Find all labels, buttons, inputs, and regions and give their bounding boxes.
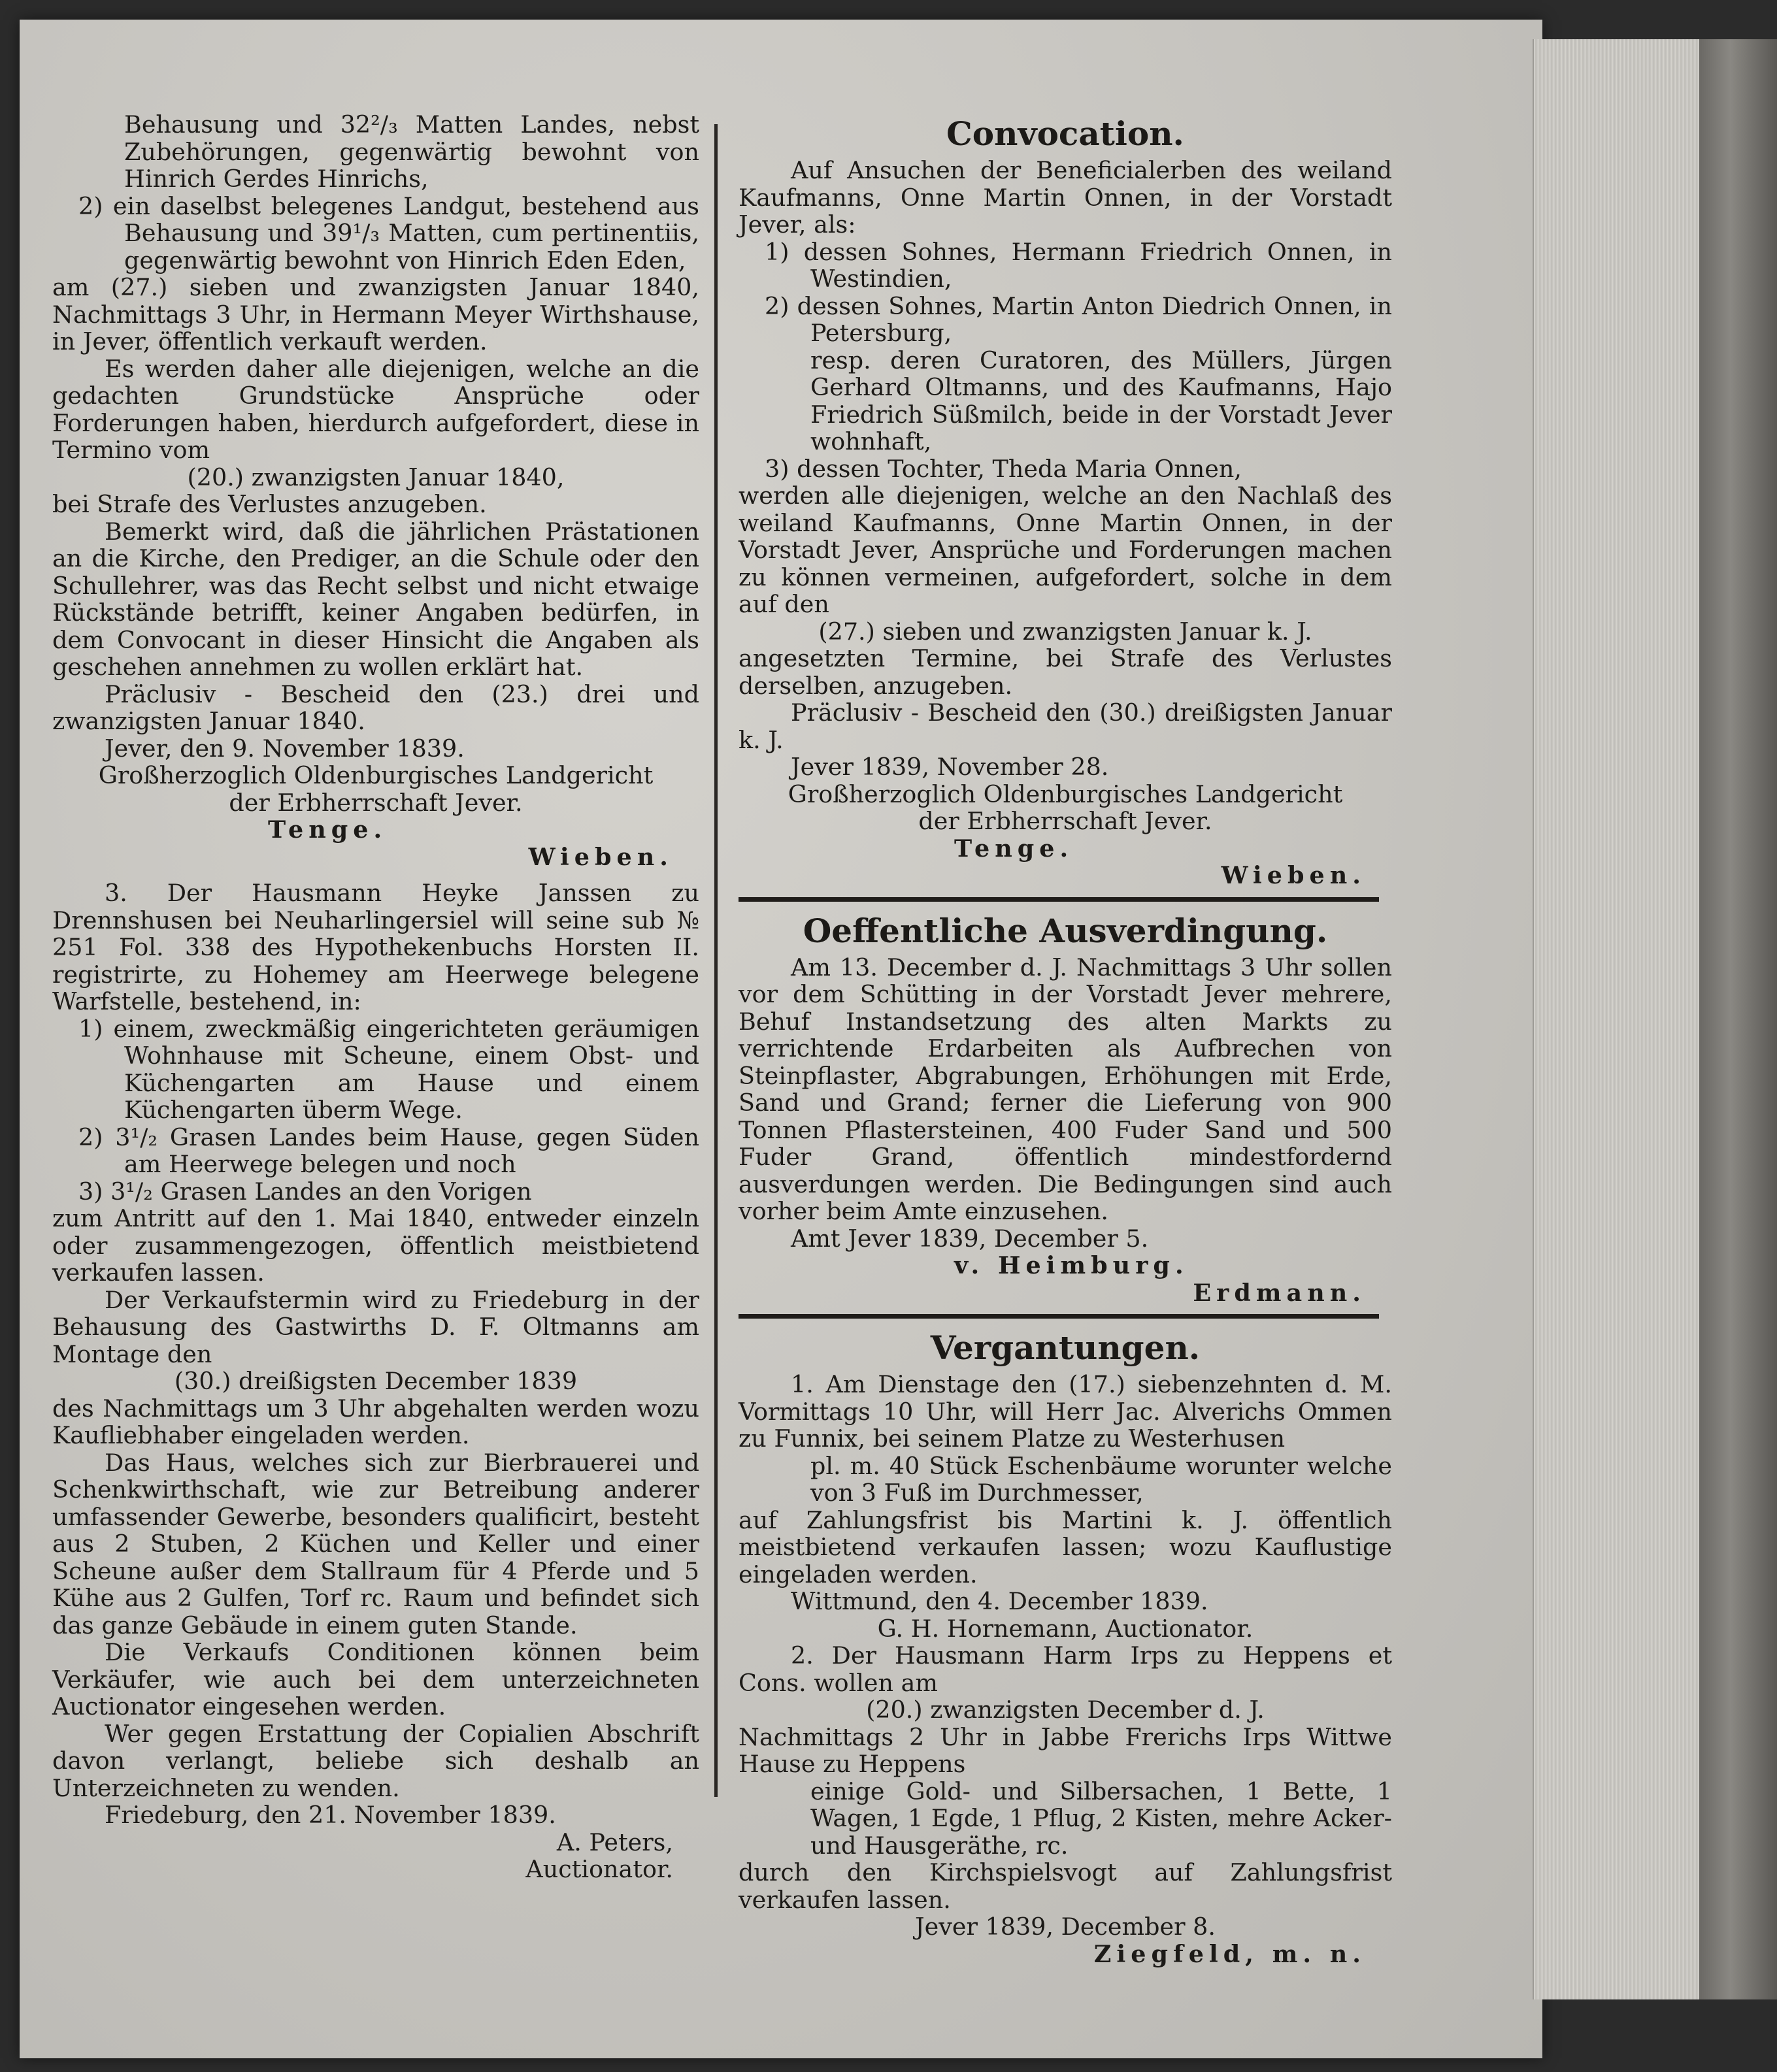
paragraph: Es werden daher alle diejenigen, welche an die gedachten Grundstücke Ansprüche oder Forderungen haben, hierdurch aufgefordert, diese in Termino vom xyxy=(52,354,699,464)
paragraph: werden alle diejenigen, welche an den Nachlaß des weiland Kaufmanns, Onne Martin Onnen, in der Vorstadt Jever, Ansprüche und Forderungen machen zu können vermeinen, aufgefordert, solche in dem auf den xyxy=(739,482,1392,618)
paragraph: 3) dessen Tochter, Theda Maria Onnen, xyxy=(765,454,1242,483)
spacer xyxy=(52,870,699,880)
paragraph: der Erbherrschaft Jever. xyxy=(918,807,1212,835)
paragraph: Amt Jever 1839, December 5. xyxy=(791,1224,1149,1253)
signature-line: Auctionator. xyxy=(525,1855,673,1883)
paragraph: bei Strafe des Verlustes anzugeben. xyxy=(52,490,487,518)
paragraph: Nachmittags 2 Uhr in Jabbe Frerichs Irps Wittwe Hause zu Heppens xyxy=(739,1722,1392,1778)
paragraph: Präclusiv - Bescheid den (30.) dreißigsten Januar k. J. xyxy=(739,699,1392,754)
paragraph: Auf Ansuchen der Beneficialerben des weiland Kaufmanns, Onne Martin Onnen, in der Vorstadt Jever, als: xyxy=(739,156,1392,238)
paragraph: 2) dessen Sohnes, Martin Anton Diedrich Onnen, in Petersburg, xyxy=(765,291,1392,347)
paragraph: resp. deren Curatoren, des Müllers, Jürgen Gerhard Oltmanns, und des Kaufmanns, Hajo Friedrich Süßmilch, beide in der Vorstadt Jever wohnhaft, xyxy=(810,346,1392,455)
paragraph: der Erbherrschaft Jever. xyxy=(229,788,523,817)
paragraph: Bemerkt wird, daß die jährlichen Prästationen an die Kirche, den Prediger, an die Schule oder den Schullehrer, was das Recht selbst und nicht etwaige Rückstände betrifft, keiner Angaben bedürfen, in dem Convocant in dieser Hinsicht die Angaben als geschehen annehmen zu wollen erklärt hat. xyxy=(52,517,699,681)
right-column xyxy=(739,111,1392,1967)
paragraph: durch den Kirchspielsvogt auf Zahlungsfrist verkaufen lassen. xyxy=(739,1858,1392,1914)
paragraph: zum Antritt auf den 1. Mai 1840, entweder einzeln oder zusammengezogen, öffentlich meistbietend verkaufen lassen. xyxy=(52,1204,699,1287)
paragraph: angesetzten Termine, bei Strafe des Verlustes derselben, anzugeben. xyxy=(739,644,1392,700)
paragraph: Jever, den 9. November 1839. xyxy=(105,734,465,763)
book-spine xyxy=(1699,39,1777,1999)
paragraph: (30.) dreißigsten December 1839 xyxy=(174,1367,578,1395)
signature-line: Erdmann. xyxy=(1193,1278,1366,1307)
paragraph: 2. Der Hausmann Harm Irps zu Heppens et Cons. wollen am xyxy=(739,1641,1392,1697)
section-rule xyxy=(739,897,1379,902)
paragraph: Wittmund, den 4. December 1839. xyxy=(791,1587,1208,1615)
signature-line: Tenge. xyxy=(268,815,388,844)
paragraph: (20.) zwanzigsten Januar 1840, xyxy=(187,463,565,491)
section-heading: Vergantungen. xyxy=(930,1328,1201,1367)
paragraph: Wer gegen Erstattung der Copialien Abschrift davon verlangt, beliebe sich deshalb an Unterzeichneten zu wenden. xyxy=(52,1719,699,1802)
paragraph: Friedeburg, den 21. November 1839. xyxy=(105,1801,556,1829)
signature-line: Tenge. xyxy=(954,834,1074,863)
paragraph: Großherzoglich Oldenburgisches Landgericht xyxy=(98,761,654,789)
paragraph: Jever 1839, December 8. xyxy=(915,1913,1216,1941)
paragraph: 2) ein daselbst belegenes Landgut, bestehend aus Behausung und 39¹/₃ Matten, cum pertinentiis, gegenwärtig bewohnt von Hinrich Eden Eden, xyxy=(78,191,699,274)
paragraph: (27.) sieben und zwanzigsten Januar k. J. xyxy=(818,617,1312,646)
paragraph: Am 13. December d. J. Nachmittags 3 Uhr sollen vor dem Schütting in der Vorstadt Jever mehrere, Behuf Instandsetzung des alten Markts zu verrichtende Erdarbeiten als Aufbrechen von Steinpflaster, Abgrabungen, Erhöhungen mit Erde, Sand und Grand; ferner die Lieferung von 900 Tonnen Pflastersteinen, 400 Fuder Sand und 500 Fuder Grand, öffentlich mindestfordernd ausverdungen werden. Die Bedingungen sind auch vorher beim Amte einzusehen. xyxy=(739,953,1392,1225)
page-stack-edge xyxy=(1533,39,1704,1999)
paragraph: Die Verkaufs Conditionen können beim Verkäufer, wie auch bei dem unterzeichneten Auctionator eingesehen werden. xyxy=(52,1638,699,1720)
signature-line: A. Peters, xyxy=(556,1828,673,1856)
section-heading: Oeffentliche Ausverdingung. xyxy=(803,911,1328,950)
paragraph: auf Zahlungsfrist bis Martini k. J. öffentlich meistbietend verkaufen lassen; wozu Kauflustige eingeladen werden. xyxy=(739,1505,1392,1588)
paragraph: Der Verkaufstermin wird zu Friedeburg in der Behausung des Gastwirths D. F. Oltmanns am Montage den xyxy=(52,1285,699,1368)
paragraph: 1) einem, zweckmäßig eingerichteten geräumigen Wohnhause mit Scheune, einem Obst- und Küchengarten am Hause und einem Küchengarten überm Wege. xyxy=(78,1014,699,1124)
paragraph: Das Haus, welches sich zur Bierbrauerei und Schenkwirthschaft, wie zur Betreibung anderer umfassender Gewerbe, besonders qualificirt, besteht aus 2 Stuben, 2 Küchen und Keller und einer Scheune außer dem Stallraum für 4 Pferde und 5 Kühe aus 2 Gulfen, Torf rc. Raum und befindet sich das ganze Gebäude in einem guten Stande. xyxy=(52,1448,699,1639)
paragraph: am (27.) sieben und zwanzigsten Januar 1840, Nachmittags 3 Uhr, in Hermann Meyer Wirthshause, in Jever, öffentlich verkauft werden. xyxy=(52,273,699,355)
paragraph: (20.) zwanzigsten December d. J. xyxy=(866,1696,1265,1724)
paragraph: pl. m. 40 Stück Eschenbäume worunter welche von 3 Fuß im Durchmesser, xyxy=(810,1451,1392,1507)
paragraph: Großherzoglich Oldenburgisches Landgericht xyxy=(788,780,1343,808)
paragraph: 3. Der Hausmann Heyke Janssen zu Drennshusen bei Neuharlingersiel will seine sub № 251 Fol. 338 des Hypothekenbuchs Horsten II. registrirte, zu Hohemey am Heerwege belegene Warfstelle, bestehend, in: xyxy=(52,879,699,1015)
paragraph: 3) 3¹/₂ Grasen Landes an den Vorigen xyxy=(78,1177,532,1206)
paragraph: G. H. Hornemann, Auctionator. xyxy=(877,1614,1254,1643)
signature-line: Ziegfeld, m. n. xyxy=(1093,1939,1366,1968)
paragraph: Jever 1839, November 28. xyxy=(791,753,1109,781)
section-rule xyxy=(739,1314,1379,1319)
paragraph: des Nachmittags um 3 Uhr abgehalten werden wozu Kaufliebhaber eingeladen werden. xyxy=(52,1394,699,1449)
left-column xyxy=(52,111,699,1883)
paragraph: Präclusiv - Bescheid den (23.) drei und zwanzigsten Januar 1840. xyxy=(52,680,699,735)
paragraph: 1) dessen Sohnes, Hermann Friedrich Onnen, in Westindien, xyxy=(765,237,1392,293)
paragraph: 2) 3¹/₂ Grasen Landes beim Hause, gegen Süden am Heerwege belegen und noch xyxy=(78,1123,699,1178)
signature-line: v. Heimburg. xyxy=(954,1251,1189,1279)
column-divider xyxy=(714,124,718,1797)
paragraph: 1. Am Dienstage den (17.) siebenzehnten d. M. Vormittags 10 Uhr, will Herr Jac. Alverichs Ommen zu Funnix, bei seinem Platze zu Westerhusen xyxy=(739,1370,1392,1453)
section-heading: Convocation. xyxy=(946,114,1184,153)
signature-line: Wieben. xyxy=(528,842,673,871)
paragraph: einige Gold- und Silbersachen, 1 Bette, 1 Wagen, 1 Egde, 1 Pflug, 2 Kisten, mehre Acker- und Hausgeräthe, rc. xyxy=(810,1777,1392,1860)
paragraph: Behausung und 32²/₃ Matten Landes, nebst Zubehörungen, gegenwärtig bewohnt von Hinrich Gerdes Hinrichs, xyxy=(124,110,699,193)
signature-line: Wieben. xyxy=(1221,861,1366,889)
